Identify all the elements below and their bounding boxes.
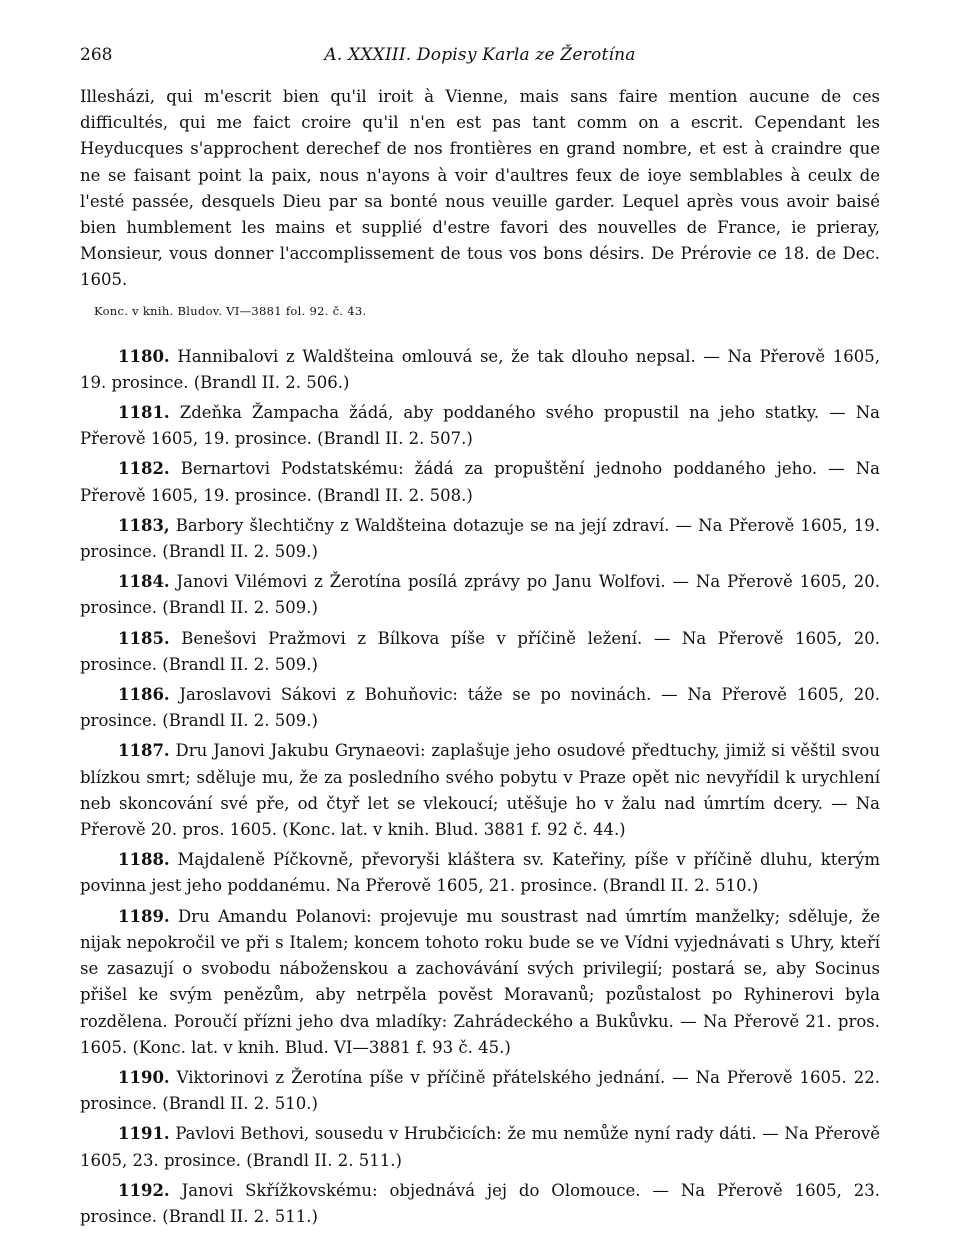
list-item (80, 456, 880, 508)
list-item (80, 626, 880, 678)
list-item (80, 1065, 880, 1117)
letter-continuation: Illesházi, qui m'escrit bien qu'il iroit à Vienne, mais sans faire mention aucune de ces difficultés, qui me faict croire qu'il n'en est pas tant comm on a escrit. Cependant les Heyducques s'approchent derechef de nos frontières en grand nombre, et est à craindre que ne se faisant point la paix, nous n'ayons à voir d'aultres feux de ioye semblables à ceulx de l'esté passée, desquels Dieu par sa bonté nous veuille garder. Lequel après vous avoir baisé bien humblement les mains et supplié d'estre favori des nouvelles de France, ie prieray, Monsieur, vous donner l'accomplissement de tous vos bons désirs. De Prérovie ce 18. de Dec. 1605. (80, 87, 880, 290)
entry-text: Pavlovi Bethovi, sousedu v Hrubčicích: že mu nemůže nyní rady dáti. — Na Přerově 1605, 23. prosince. (Brandl II. 2. 511.) (80, 1124, 880, 1170)
running-title: A. XXXIII. Dopisy Karla ze Žerotína (324, 45, 636, 65)
page-header (80, 40, 880, 68)
list-item (80, 344, 880, 396)
entry-text: Janovi Vilémovi z Žerotína posílá zprávy po Janu Wolfovi. — Na Přerově 1605, 20. prosince. (Brandl II. 2. 509.) (80, 572, 880, 618)
list-item (80, 569, 880, 621)
entry-number: 1192. (118, 1180, 170, 1200)
entry-text: Zdeňka Žampacha žádá, aby poddaného svého propustil na jeho statky. — Na Přerově 1605, 19. prosince. (Brandl II. 2. 507.) (80, 403, 880, 449)
entry-text: Majdaleně Píčkovně, převoryši kláštera sv. Kateřiny, píše v příčině dluhu, kterým povinna jest jeho poddanému. Na Přerově 1605, 21. prosince. (Brandl II. 2. 510.) (80, 850, 880, 896)
entry-text: Jaroslavovi Sákovi z Bohuňovic: táže se po novinách. — Na Přerově 1605, 20. prosince. (Brandl II. 2. 509.) (80, 685, 880, 731)
entry-text: Dru Janovi Jakubu Grynaeovi: zaplašuje jeho osudové předtuchy, jimiž si věštil svou blízkou smrt; sděluje mu, že za posledního svého pobytu v Praze opět nic nevyřídil k urychlení neb skoncování své pře, od čtyř let se vlekoucí; utěšuje ho v žalu nad úmrtím dcery. — Na Přerově 20. pros. 1605. (Konc. lat. v knih. Blud. 3881 f. 92 č. 44.) (80, 741, 880, 840)
list-item (80, 682, 880, 734)
document-page (80, 40, 880, 1234)
list-item (80, 904, 880, 1061)
entry-text: Barbory šlechtičny z Waldšteina dotazuje se na její zdraví. — Na Přerově 1605, 19. prosince. (Brandl II. 2. 509.) (80, 515, 880, 562)
entry-number: 1184. (118, 572, 170, 592)
entry-text: Dru Amandu Polanovi: projevuje mu soustrast nad úmrtím manželky; sděluje, že nijak nepokročil ve při s Italem; koncem tohoto roku bude se ve Vídni vyjednávati s Uhry, kteří se zasazují o svobodu náboženskou a zachovávání svých privilegií; postará se, aby Socinus přišel ke svým penězům, aby netrpěla pověst Moravanů; pozůstalost po Ryhinerovi byla rozdělena. Poroučí přízni jeho dva mladíky: Zahrádeckého a Bukůvku. — Na Přerově 21. pros. 1605. (Konc. lat. v knih. Blud. VI—3881 f. 93 č. 45.) (80, 906, 880, 1057)
page-number: 268 (80, 45, 113, 65)
entry-number: 1189. (118, 906, 170, 926)
list-item (80, 1121, 880, 1173)
list-item (80, 847, 880, 899)
entry-number: 1181. (118, 403, 170, 423)
entry-text: Bernartovi Podstatskému: žádá za propuštění jednoho poddaného jeho. — Na Přerově 1605, 19. prosince. (Brandl II. 2. 508.) (80, 459, 880, 505)
list-item (80, 738, 880, 843)
list-item (80, 513, 880, 565)
entry-number: 1183, (118, 515, 170, 535)
entry-text: Benešovi Pražmovi z Bílkova píše v příčině ležení. — Na Přerově 1605, 20. prosince. (Brandl II. 2. 509.) (80, 628, 880, 674)
entry-text: Viktorinovi z Žerotína píše v příčině přátelského jednání. — Na Přerově 1605. 22. prosince. (Brandl II. 2. 510.) (80, 1067, 880, 1114)
entry-number: 1186. (118, 685, 170, 705)
entries-list (80, 344, 880, 1231)
list-item (80, 400, 880, 452)
entry-number: 1182. (118, 459, 170, 479)
entry-number: 1180. (118, 346, 170, 366)
source-note: Konc. v knih. Bludov. VI—3881 fol. 92. č. 43. (94, 303, 367, 318)
entry-number: 1191. (118, 1124, 170, 1144)
entry-number: 1190. (118, 1067, 170, 1087)
entry-number: 1188. (118, 850, 170, 870)
entry-text: Hannibalovi z Waldšteina omlouvá se, že tak dlouho nepsal. — Na Přerově 1605, 19. prosince. (Brandl II. 2. 506.) (80, 346, 880, 392)
entry-text: Janovi Skřížkovskému: objednává jej do Olomouce. — Na Přerově 1605, 23. prosince. (Brandl II. 2. 511.) (80, 1180, 880, 1226)
list-item (80, 1178, 880, 1230)
entry-number: 1187. (118, 741, 170, 761)
entry-number: 1185. (118, 628, 170, 648)
